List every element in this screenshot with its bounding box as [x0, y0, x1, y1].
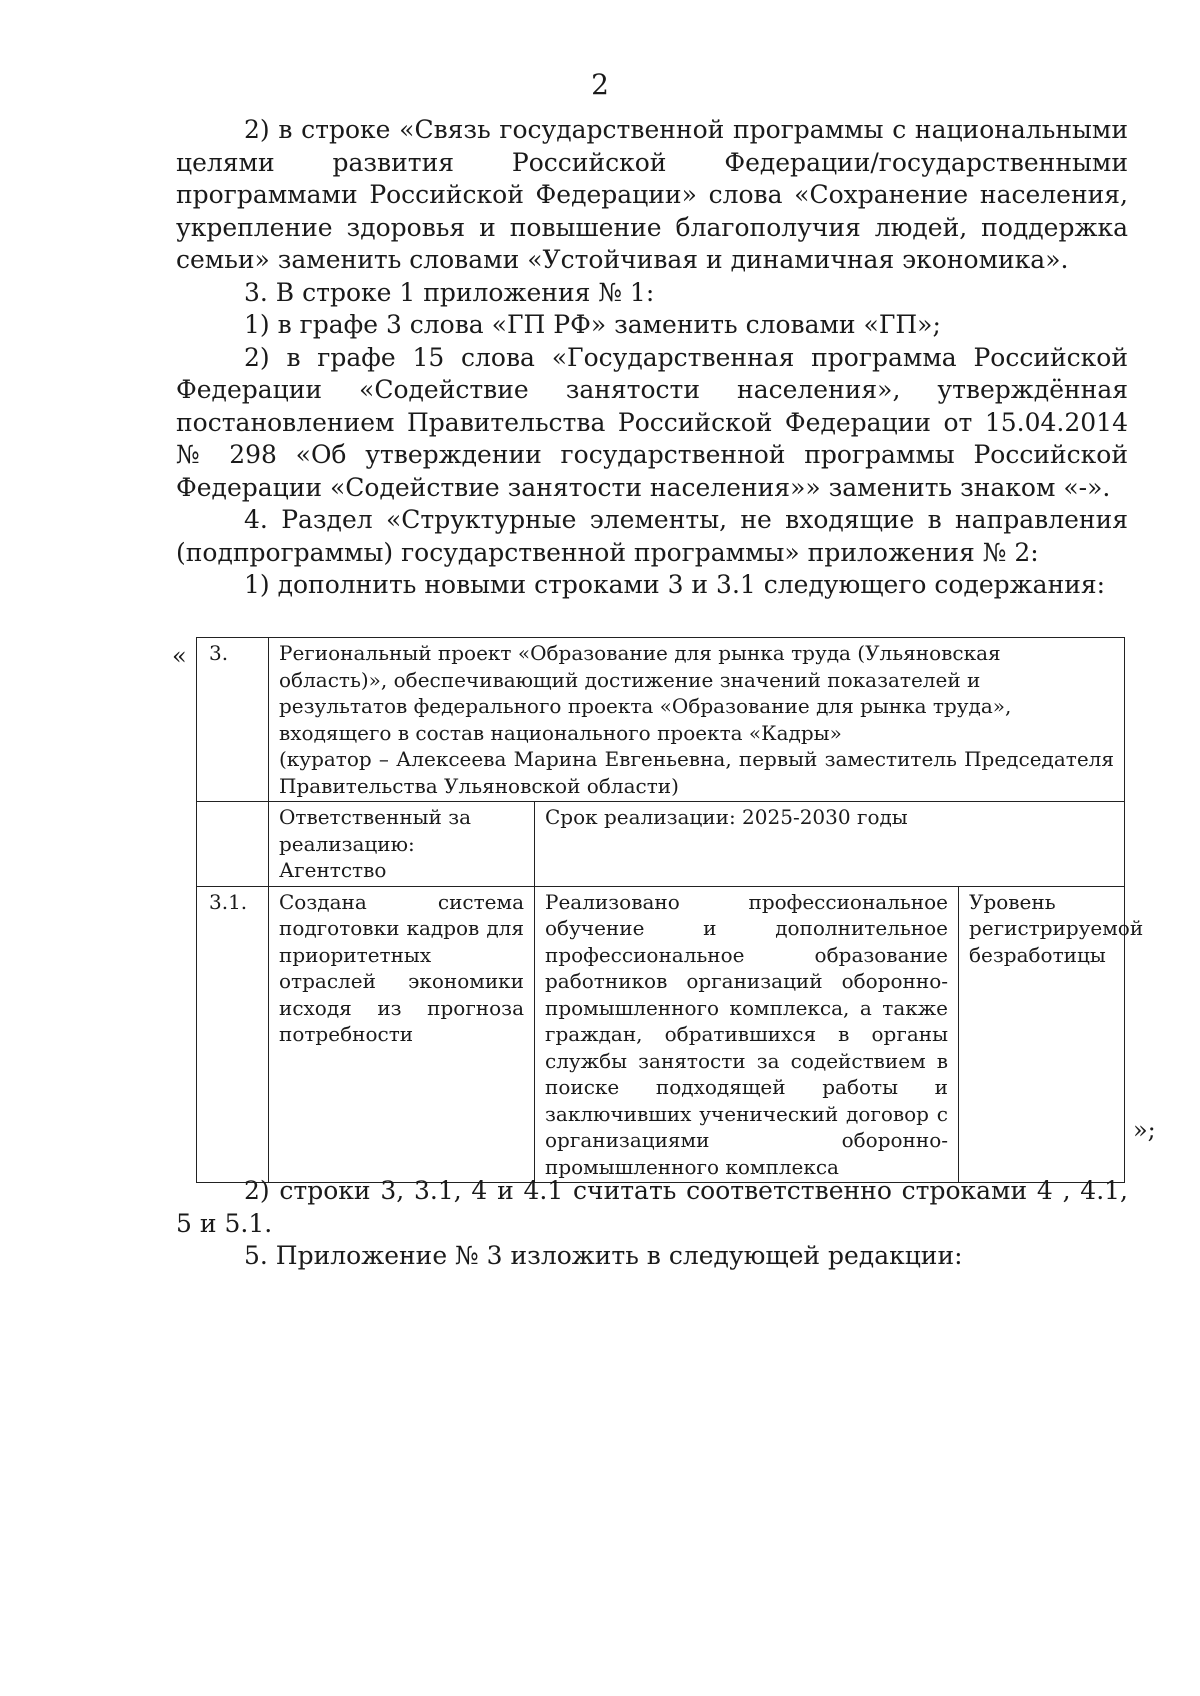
table-row: [197, 886, 1125, 1183]
indicator-cell: Уровень регистрируемой безработицы: [959, 886, 1125, 1183]
body-text-top: [176, 114, 1128, 602]
paragraph: 5. Приложение № 3 изложить в следующей редакции:: [244, 1241, 963, 1270]
result-cell: Реализовано профессиональное обучение и дополнительное профессиональное образование работников организаций оборонно-промышленного комплекса, а также граждан, обратившихся в органы службы занятости за содействием в поиске подходящей работы и заключивших ученический договор с организациями оборонно-промышленного комплекса: [535, 886, 959, 1183]
paragraph: 1) дополнить новыми строками 3 и 3.1 следующего содержания:: [244, 570, 1106, 599]
table-row: [197, 802, 1125, 887]
paragraph: 1) в графе 3 слова «ГП РФ» заменить словами «ГП»;: [244, 310, 941, 339]
task-cell: Создана система подготовки кадров для приоритетных отраслей экономики исходя из прогноза потребности: [269, 886, 535, 1183]
empty-cell: [197, 802, 269, 887]
table-row: [197, 638, 1125, 802]
project-title: Региональный проект «Образование для рынка труда (Ульяновская область)», обеспечивающий достижение значений показателей и результатов федерального проекта «Образование для рынка труда», входящего в состав национального проекта «Кадры»: [279, 641, 1012, 745]
project-title-cell: [269, 638, 1125, 802]
paragraph: 2) в строке «Связь государственной программы с национальными целями развития Российской Федерации/государственными программами Российской Федерации» слова «Сохранение населения, укрепление здоровья и повышение благополучия людей, поддержка семьи» заменить словами «Устойчивая и динамичная экономика».: [176, 115, 1128, 274]
closing-quote: »;: [1133, 1116, 1156, 1144]
paragraph: 4. Раздел «Структурные элементы, не входящие в направления (подпрограммы) государственной программы» приложения № 2:: [176, 505, 1128, 567]
row-number-cell: 3.: [197, 638, 269, 802]
row-number-cell: 3.1.: [197, 886, 269, 1183]
page-number: 2: [591, 68, 609, 101]
body-text-bottom: [176, 1175, 1128, 1273]
project-curator: (куратор – Алексеева Марина Евгеньевна, первый заместитель Председателя Правительства Ульяновской области): [279, 747, 1114, 798]
responsible-cell: Ответственный за реализацию: Агентство: [269, 802, 535, 887]
term-cell: Срок реализации: 2025-2030 годы: [535, 802, 1125, 887]
inserted-rows-table: [196, 637, 1144, 1183]
opening-quote: «: [172, 642, 187, 670]
paragraph: 2) строки 3, 3.1, 4 и 4.1 считать соответственно строками 4 , 4.1, 5 и 5.1.: [176, 1176, 1128, 1238]
paragraph: 2) в графе 15 слова «Государственная программа Российской Федерации «Содействие занятости населения», утверждённая постановлением Правительства Российской Федерации от 15.04.2014 № 298 «Об утверждении государственной программы Российской Федерации «Содействие занятости населения»» заменить знаком «-».: [176, 342, 1128, 502]
paragraph: 3. В строке 1 приложения № 1:: [244, 277, 655, 307]
